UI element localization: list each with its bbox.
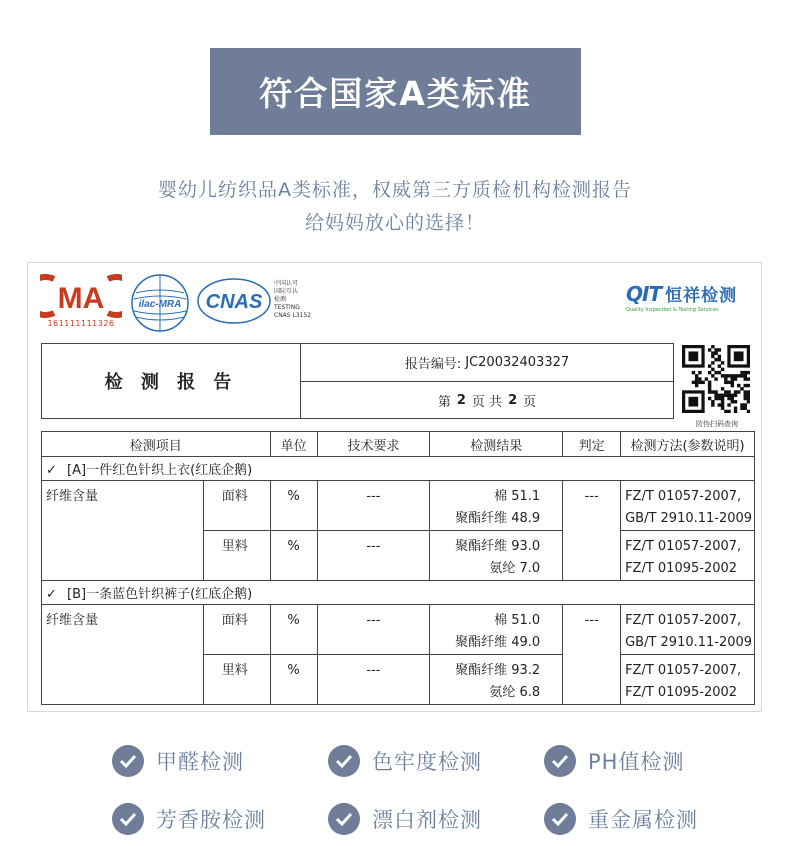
ilac-mra-logo: [130, 273, 190, 337]
table-header-row: [42, 432, 755, 457]
result-cell: [430, 655, 563, 705]
qr-module: [721, 397, 724, 400]
qr-module: [744, 390, 747, 393]
qr-module: [711, 403, 714, 406]
qr-module: [747, 371, 750, 374]
qit-name: 恒祥检测: [665, 286, 738, 306]
qr-module: [734, 410, 737, 413]
judgement-cell: ---: [563, 605, 621, 705]
cma-number: 161111111326: [47, 319, 115, 328]
report-number-row: [301, 344, 673, 382]
table-row: [42, 481, 755, 531]
qr-module: [747, 397, 750, 400]
unit-cell: %: [270, 605, 317, 655]
unit-cell: %: [270, 531, 317, 581]
qr-module: [721, 361, 724, 364]
ilac-logo-text: ilac-MRA: [138, 299, 182, 310]
qr-module: [695, 377, 698, 380]
qr-module: [701, 381, 704, 384]
qr-module: [695, 384, 698, 387]
qr-finder: [688, 397, 698, 407]
qr-module: [711, 361, 714, 364]
qr-module: [734, 377, 737, 380]
qr-module: [737, 374, 740, 377]
page-mid: 页 共: [471, 395, 503, 410]
col-header-item: 检测项目: [42, 432, 271, 457]
qr-module: [714, 397, 717, 400]
report-title: 检 测 报 告: [41, 343, 301, 419]
section-name: [A]一件红色针织上衣(红底企鹅): [67, 463, 253, 478]
method-line: FZ/T 01057-2007,: [625, 539, 742, 554]
check-label: 漂白剂检测: [372, 808, 482, 832]
qr-module: [737, 384, 740, 387]
qr-module: [724, 381, 727, 384]
part-cell: 面料: [203, 605, 270, 655]
qr-module: [698, 377, 701, 380]
cma-logo: [40, 274, 122, 328]
qr-module: [721, 400, 724, 403]
qr-module: [721, 407, 724, 410]
col-header-result: 检测结果: [430, 432, 563, 457]
check-label: 甲醛检测: [156, 750, 244, 774]
qr-module: [744, 384, 747, 387]
qr-module: [740, 403, 743, 406]
col-header-requirement: 技术要求: [317, 432, 430, 457]
report-number-label: 报告编号:: [404, 357, 462, 372]
qr-module: [747, 377, 750, 380]
result-line: 聚酯纤维 49.0: [455, 635, 541, 650]
qr-module: [724, 410, 727, 413]
section-title: [42, 457, 755, 481]
page-indicator: [301, 382, 673, 419]
check-item-formaldehyde: [112, 745, 244, 777]
cnas-info: [274, 280, 311, 320]
report-meta: [300, 343, 674, 419]
check-item-colorfastness: [328, 745, 482, 777]
qr-module: [727, 394, 730, 397]
qr-module: [724, 377, 727, 380]
qr-module: [714, 394, 717, 397]
qr-module: [744, 394, 747, 397]
qr-module: [724, 374, 727, 377]
method-line: FZ/T 01095-2002: [625, 685, 738, 700]
qr-module: [740, 371, 743, 374]
cnas-info-line: 检测: [274, 296, 287, 303]
qr-module: [731, 394, 734, 397]
table-row: [42, 605, 755, 655]
qr-module: [731, 384, 734, 387]
check-circle-icon: [328, 803, 360, 835]
qr-module: [718, 397, 721, 400]
qr-module: [731, 400, 734, 403]
qr-module: [724, 394, 727, 397]
qr-module: [747, 400, 750, 403]
qr-module: [692, 381, 695, 384]
method-line: GB/T 2910.11-2009: [625, 635, 753, 650]
cnas-logo: [196, 277, 272, 329]
qr-module: [740, 407, 743, 410]
cnas-info-line: TESTING: [274, 304, 300, 311]
result-cell: [430, 531, 563, 581]
check-circle-icon: [544, 745, 576, 777]
requirement-cell: ---: [317, 531, 430, 581]
check-item-ph: [544, 745, 684, 777]
qr-module: [708, 390, 711, 393]
qr-module: [714, 390, 717, 393]
subtitle-line-2: 给妈妈放心的选择！: [304, 212, 485, 234]
check-icon: ✓: [46, 463, 57, 478]
qr-module: [711, 368, 714, 371]
qr-module: [711, 351, 714, 354]
unit-cell: %: [270, 655, 317, 705]
result-line: 聚酯纤维 93.0: [455, 539, 541, 554]
qr-module: [708, 348, 711, 351]
qr-module: [721, 374, 724, 377]
cma-logo-text: MA: [57, 282, 105, 315]
qr-code-icon[interactable]: [682, 345, 750, 413]
qr-module: [714, 371, 717, 374]
headline-title: 符合国家A类标准: [259, 74, 532, 113]
check-circle-icon: [112, 803, 144, 835]
qr-module: [721, 387, 724, 390]
qr-module: [708, 371, 711, 374]
qr-module: [744, 371, 747, 374]
requirement-cell: ---: [317, 655, 430, 705]
qr-module: [727, 381, 730, 384]
qr-module: [718, 394, 721, 397]
qr-module: [731, 381, 734, 384]
result-line: 聚酯纤维 93.2: [455, 663, 541, 678]
check-label: PH值检测: [588, 750, 685, 774]
qr-module: [747, 410, 750, 413]
check-item-heavy-metal: [544, 803, 698, 835]
check-circle-icon: [328, 745, 360, 777]
check-circle-icon: [544, 803, 576, 835]
qr-module: [695, 381, 698, 384]
qr-module: [747, 384, 750, 387]
qr-module: [714, 377, 717, 380]
qr-module: [711, 355, 714, 358]
col-header-unit: 单位: [270, 432, 317, 457]
qit-tagline: Quality Inspection & Testing Services: [626, 307, 719, 313]
qr-module: [714, 348, 717, 351]
check-icon: ✓: [46, 587, 57, 602]
qr-module: [737, 390, 740, 393]
result-cell: [430, 481, 563, 531]
qr-module: [734, 407, 737, 410]
qr-module: [708, 381, 711, 384]
page-total: 2: [508, 393, 518, 408]
qr-module: [731, 374, 734, 377]
page-number: 2: [456, 393, 466, 408]
cnas-info-line: 国际互认: [274, 288, 299, 295]
qr-module: [705, 377, 708, 380]
result-line: 氨纶 7.0: [489, 561, 541, 576]
requirement-cell: ---: [317, 605, 430, 655]
qr-module: [740, 387, 743, 390]
method-cell: [621, 481, 755, 531]
result-line: 棉 51.0: [494, 613, 541, 628]
qr-module: [731, 397, 734, 400]
qr-finder: [734, 351, 744, 361]
qr-module: [740, 374, 743, 377]
qr-module: [718, 364, 721, 367]
qr-module: [734, 390, 737, 393]
cnas-info-line: CNAS L3152: [274, 312, 312, 319]
qr-module: [747, 394, 750, 397]
part-cell: 面料: [203, 481, 270, 531]
method-line: FZ/T 01057-2007,: [625, 613, 742, 628]
cnas-logo-text: CNAS: [205, 291, 263, 313]
result-line: 棉 51.1: [494, 489, 541, 504]
check-circle-icon: [112, 745, 144, 777]
result-line: 聚酯纤维 48.9: [455, 511, 541, 526]
headline-banner: [210, 48, 581, 135]
method-cell: [621, 655, 755, 705]
qit-logo: [626, 281, 737, 313]
qr-module: [727, 397, 730, 400]
qr-module: [744, 397, 747, 400]
qr-module: [711, 390, 714, 393]
method-line: GB/T 2910.11-2009: [625, 511, 753, 526]
method-cell: [621, 605, 755, 655]
part-cell: 里料: [203, 531, 270, 581]
qr-module: [692, 371, 695, 374]
qr-module: [744, 403, 747, 406]
method-line: FZ/T 01095-2002: [625, 561, 738, 576]
qr-module: [727, 410, 730, 413]
item-cell: 纤维含量: [42, 481, 204, 581]
qr-module: [744, 377, 747, 380]
method-line: FZ/T 01057-2007,: [625, 663, 742, 678]
qr-module: [708, 397, 711, 400]
qr-module: [721, 394, 724, 397]
col-header-judgement: 判定: [563, 432, 621, 457]
check-label: 重金属检测: [588, 808, 698, 832]
qr-module: [718, 355, 721, 358]
qr-module: [695, 374, 698, 377]
test-results-table: [41, 431, 755, 705]
check-label: 色牢度检测: [372, 750, 482, 774]
check-item-aromatic-amine: [112, 803, 266, 835]
qr-module: [708, 364, 711, 367]
result-cell: [430, 605, 563, 655]
method-cell: [621, 531, 755, 581]
qr-module: [727, 374, 730, 377]
qr-caption: 防伪扫码查询: [696, 420, 738, 428]
item-cell: 纤维含量: [42, 605, 204, 705]
qr-module: [724, 390, 727, 393]
qr-module: [744, 407, 747, 410]
qr-module: [734, 374, 737, 377]
report-number: JC20032403327: [465, 355, 570, 370]
qr-module: [727, 403, 730, 406]
qr-module: [744, 374, 747, 377]
qr-module: [714, 351, 717, 354]
unit-cell: %: [270, 481, 317, 531]
requirement-cell: ---: [317, 481, 430, 531]
qr-module: [698, 381, 701, 384]
method-line: FZ/T 01057-2007,: [625, 489, 742, 504]
col-header-method: 检测方法(参数说明): [621, 432, 755, 457]
section-name: [B]一条蓝色针织裤子(红底企鹅): [67, 587, 253, 602]
qr-module: [721, 403, 724, 406]
page-prefix: 第: [437, 395, 451, 410]
judgement-cell: ---: [563, 481, 621, 581]
qr-module: [718, 348, 721, 351]
qr-module: [731, 377, 734, 380]
check-label: 芳香胺检测: [156, 808, 266, 832]
test-report-document: [27, 262, 762, 712]
section-row: [42, 581, 755, 605]
qr-module: [708, 384, 711, 387]
qr-module: [734, 394, 737, 397]
qr-module: [721, 368, 724, 371]
qr-module: [747, 390, 750, 393]
qr-module: [708, 387, 711, 390]
qr-module: [711, 345, 714, 348]
section-row: [42, 457, 755, 481]
qr-finder: [688, 351, 698, 361]
qr-module: [711, 374, 714, 377]
qr-module: [718, 358, 721, 361]
part-cell: 里料: [203, 655, 270, 705]
result-line: 氨纶 6.8: [489, 685, 541, 700]
qr-module: [698, 371, 701, 374]
check-item-bleach: [328, 803, 482, 835]
qr-module: [714, 358, 717, 361]
qit-letters: QIT: [626, 282, 662, 306]
subtitle-line-1: 婴幼儿纺织品A类标准，权威第三方质检机构检测报告: [158, 179, 632, 201]
page-suffix: 页: [523, 395, 537, 410]
cnas-info-line: 中国认可: [274, 280, 299, 287]
section-title: [42, 581, 755, 605]
qr-module: [718, 371, 721, 374]
qr-module: [734, 400, 737, 403]
qr-module: [718, 403, 721, 406]
qr-module: [711, 400, 714, 403]
qr-module: [727, 390, 730, 393]
